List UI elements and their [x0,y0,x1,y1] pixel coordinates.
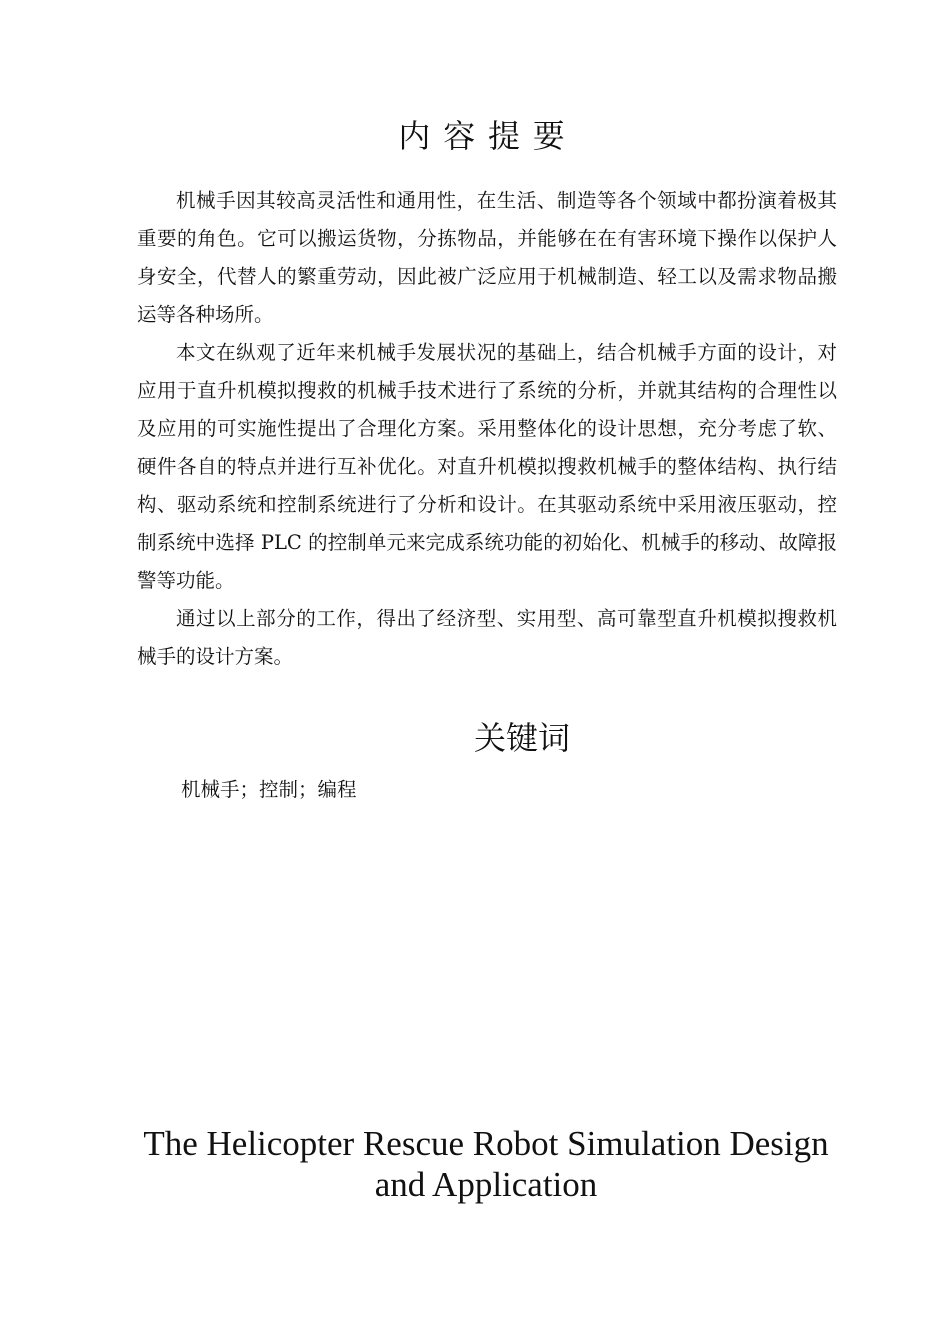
keywords-text: 机械手；控制；编程 [181,778,357,801]
abstract-title: 内容提要 [398,117,578,155]
keywords-title: 关键词 [473,719,570,757]
english-title: The Helicopter Rescue Robot Simulation Design and Application [143,1124,829,1204]
abstract-paragraph: 通过以上部分的工作，得出了经济型、实用型、高可靠型直升机模拟搜救机械手的设计方案。 [137,607,837,668]
abstract-body [137,182,837,676]
abstract-paragraph: 机械手因其较高灵活性和通用性，在生活、制造等各个领域中都扮演着极其重要的角色。它可以搬运货物，分拣物品，并能够在在有害环境下操作以保护人身安全，代替人的繁重劳动，因此被广泛应用于机械制造、轻工以及需求物品搬运等各种场所。 [137,189,837,326]
abstract-paragraph: 本文在纵观了近年来机械手发展状况的基础上，结合机械手方面的设计，对应用于直升机模拟搜救的机械手技术进行了系统的分析，并就其结构的合理性以及应用的可实施性提出了合理化方案。采用整体化的设计思想，充分考虑了软、硬件各自的特点并进行互补优化。对直升机模拟搜救机械手的整体结构、执行结构、驱动系统和控制系统进行了分析和设计。在其驱动系统中采用液压驱动，控制系统中选择 PLC 的控制单元来完成系统功能的初始化、机械手的移动、故障报警等功能。 [137,341,837,592]
